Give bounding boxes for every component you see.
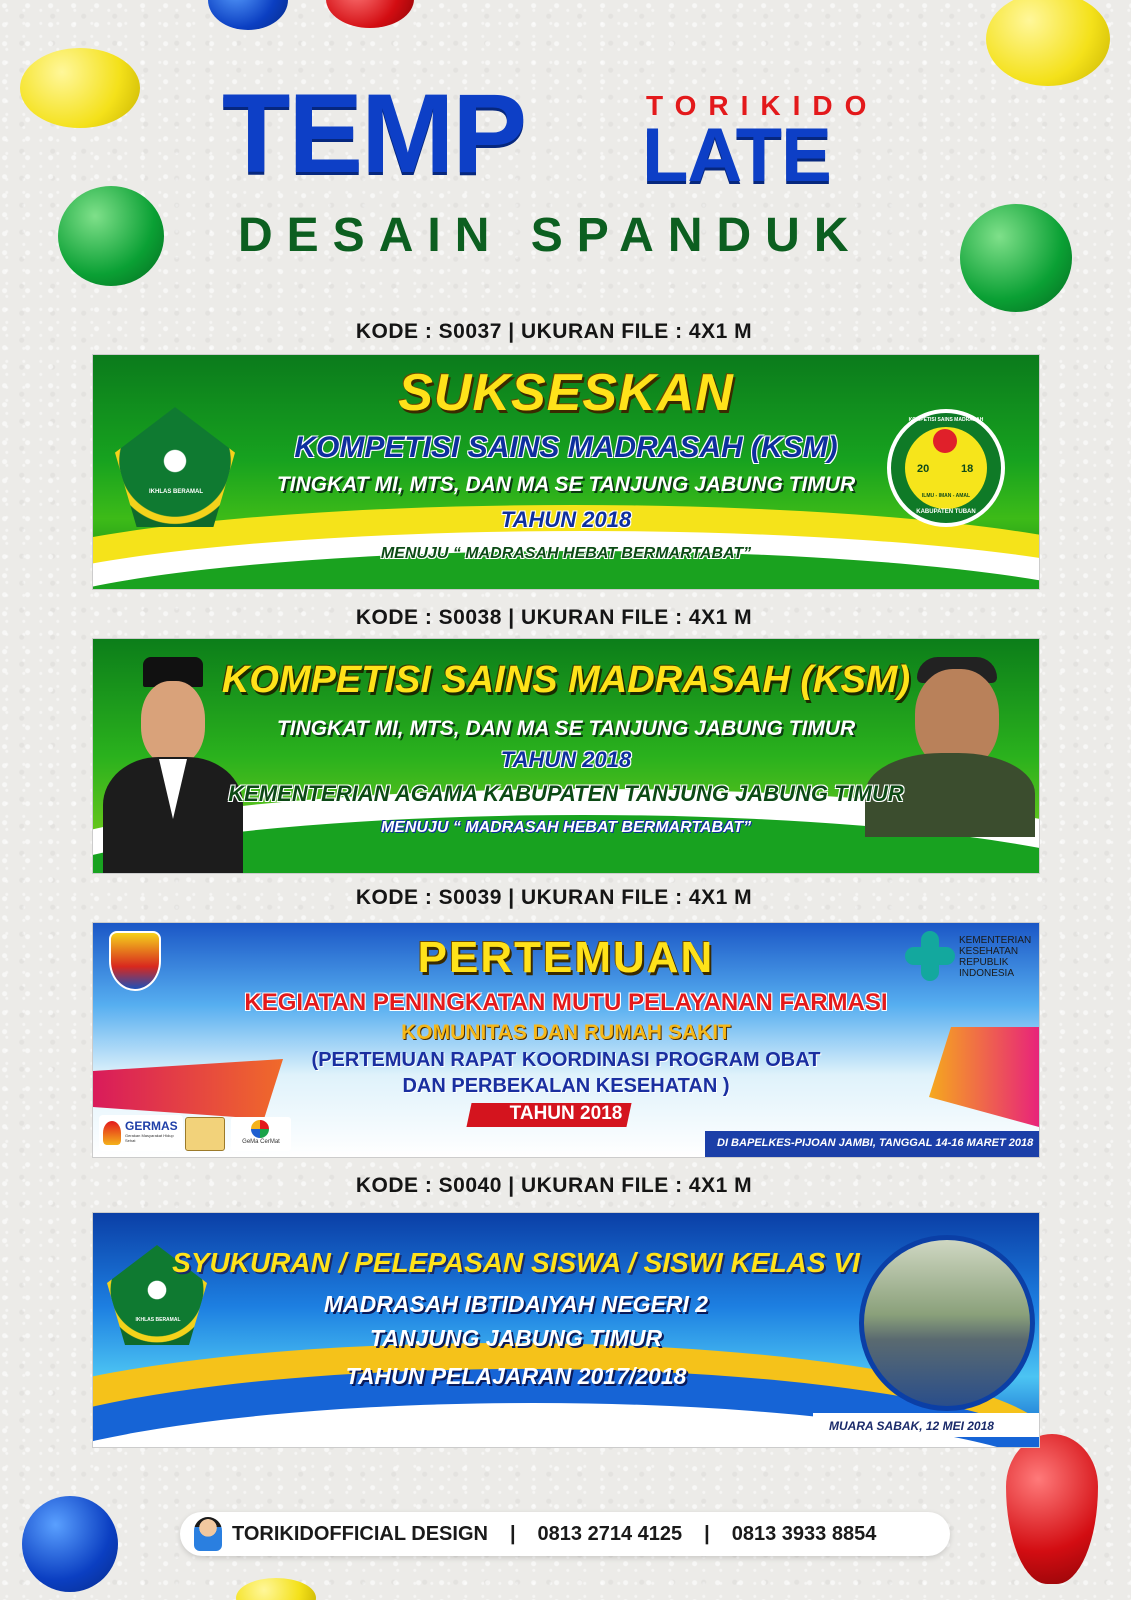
banner-s0037[interactable] xyxy=(92,354,1040,590)
b4-place-date: MUARA SABAK, 12 MEI 2018 xyxy=(829,1419,994,1433)
kemenkes-line: INDONESIA xyxy=(959,968,1015,979)
footer-separator: | xyxy=(509,1522,516,1545)
secondary-logo-icon xyxy=(185,1117,225,1151)
paint-blob-yellow-topleft xyxy=(20,48,140,128)
b4-line-madrasah: MADRASAH IBTIDAIYAH NEGERI 2 xyxy=(323,1291,709,1317)
paint-blob-yellow-topright xyxy=(986,0,1110,86)
b3-line-tahun: TAHUN 2018 xyxy=(509,1103,623,1124)
gema-cermat-logo xyxy=(231,1117,291,1151)
footer-phone-1[interactable]: 0813 2714 4125 xyxy=(537,1522,683,1545)
designer-avatar-icon xyxy=(194,1517,222,1551)
b1-line-sukseskan: SUKSESKAN xyxy=(398,364,734,422)
footer-brand: TORIKIDOFFICIAL DESIGN xyxy=(232,1522,488,1545)
paint-blob-blue-bottom xyxy=(22,1496,118,1592)
b3-line-pertemuan: PERTEMUAN xyxy=(417,933,715,982)
b3-line-perbekalan: DAN PERBEKALAN KESEHATAN ) xyxy=(402,1075,730,1097)
emblem-caption: IKHLAS BERAMAL xyxy=(135,1317,181,1323)
gema-label: GeMa CerMat xyxy=(242,1139,280,1145)
b4-line-tanjung: TANJUNG JABUNG TIMUR xyxy=(369,1325,663,1351)
footer-contact-bar xyxy=(180,1512,950,1556)
b1-line-tingkat: TINGKAT MI, MTS, DAN MA SE TANJUNG JABUNG TIMUR xyxy=(276,473,856,496)
banner-s0040[interactable] xyxy=(92,1212,1040,1448)
b4-line-tahun: TAHUN PELAJARAN 2017/2018 xyxy=(345,1363,687,1389)
kemenkes-line: KESEHATAN xyxy=(959,946,1019,957)
b2-line-kementerian: KEMENTERIAN AGAMA KABUPATEN TANJUNG JABUNG TIMUR xyxy=(228,781,904,806)
title-temp: TEMP xyxy=(222,71,526,196)
title-late: LATE xyxy=(642,113,831,198)
brand-torikido: TORIKIDO xyxy=(646,90,879,121)
b4-line-syukuran: SYUKURAN / PELEPASAN SISWA / SISWI KELAS VI xyxy=(172,1247,860,1278)
b3-line-pertemuan-rapat: (PERTEMUAN RAPAT KOORDINASI PROGRAM OBAT xyxy=(311,1049,821,1071)
ksm-logo-year-left: 20 xyxy=(917,463,930,475)
b3-line-kegiatan: KEGIATAN PENINGKATAN MUTU PELAYANAN FARMASI xyxy=(244,989,888,1016)
paint-blob-blue-top xyxy=(208,0,288,30)
footer-separator: | xyxy=(704,1522,710,1545)
b1-line-menuju: MENUJU “ MADRASAH HEBAT BERMARTABAT” xyxy=(380,545,752,562)
germas-title: GERMAS xyxy=(125,1119,178,1133)
subtitle-desain-spanduk: DESAIN SPANDUK xyxy=(238,209,863,262)
code-label-s0040: KODE : S0040 | UKURAN FILE : 4X1 M xyxy=(355,1174,753,1197)
b2-line-tahun: TAHUN 2018 xyxy=(500,747,632,772)
code-label-s0038: KODE : S0038 | UKURAN FILE : 4X1 M xyxy=(355,606,753,629)
emblem-caption: IKHLAS BERAMAL xyxy=(149,489,203,495)
ksm-logo-motto: ILMU - IMAN - AMAL xyxy=(921,493,971,499)
paint-blob-red-top xyxy=(326,0,414,28)
b2-line-menuju: MENUJU “ MADRASAH HEBAT BERMARTABAT” xyxy=(380,819,752,836)
b2-line-ksm: KOMPETISI SAINS MADRASAH (KSM) xyxy=(221,659,911,701)
germas-sub: Gerakan Masyarakat Hidup Sehat xyxy=(125,1133,174,1143)
paint-blob-green-left xyxy=(58,186,164,286)
ksm-logo-top-text: KOMPETISI SAINS MADRASAH xyxy=(908,417,984,423)
kemenkes-line: KEMENTERIAN xyxy=(959,935,1032,946)
b3-line-komunitas: KOMUNITAS DAN RUMAH SAKIT xyxy=(401,1021,731,1044)
b1-line-ksm: KOMPETISI SAINS MADRASAH (KSM) xyxy=(294,431,838,464)
germas-logo xyxy=(99,1115,183,1151)
kemenkes-line: REPUBLIK xyxy=(959,957,1009,968)
banner-s0038[interactable] xyxy=(92,638,1040,874)
b2-line-tingkat: TINGKAT MI, MTS, DAN MA SE TANJUNG JABUNG TIMUR xyxy=(276,717,856,740)
ksm-logo-year-right: 18 xyxy=(961,463,974,475)
gema-icon xyxy=(251,1120,269,1138)
paint-blob-red-bottom xyxy=(1006,1434,1098,1584)
paint-blob-yellow-bottom xyxy=(236,1578,316,1600)
germas-figure-icon xyxy=(103,1121,121,1145)
footer-phone-2[interactable]: 0813 3933 8854 xyxy=(731,1522,877,1545)
b1-line-tahun: TAHUN 2018 xyxy=(500,507,632,532)
paint-blob-green-right xyxy=(960,204,1072,312)
code-label-s0037: KODE : S0037 | UKURAN FILE : 4X1 M xyxy=(355,320,753,343)
ksm-logo-bottom-text: KABUPATEN TUBAN xyxy=(916,509,976,515)
code-label-s0039: KODE : S0039 | UKURAN FILE : 4X1 M xyxy=(355,886,753,909)
banner-s0039[interactable] xyxy=(92,922,1040,1158)
b3-location: DI BAPELKES-PIJOAN JAMBI, TANGGAL 14-16 MARET 2018 xyxy=(717,1137,1034,1149)
